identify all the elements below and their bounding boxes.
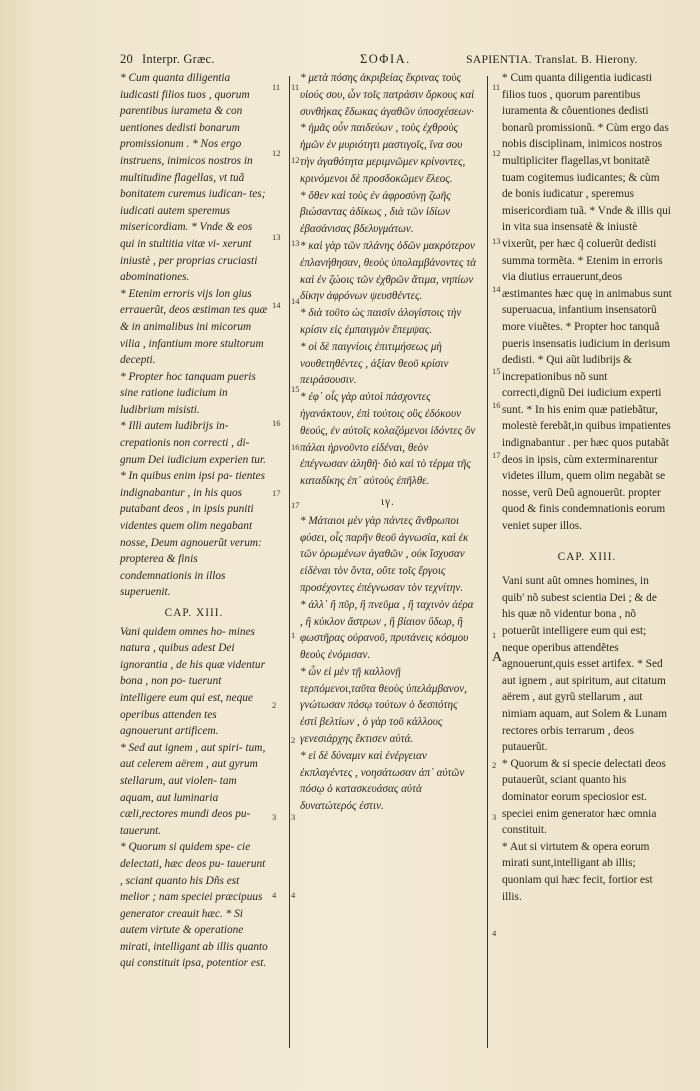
text-paragraph: * ἐφ᾽ οἷς γὰρ αὐτοὶ πάσχοντες ἠγανάκτουν, ἐπὶ τούτοις οὓς ἐδόκουν θεούς, ἐν αὐτοῖς κολαζόμενοι ἰδόντες ὃν πάλαι ἠρνοῦντο εἰδέναι, θεὸν ἐπέγνωσαν ἀληθῆ· διὸ καὶ τὸ τέρμα τῆς καταδίκης ἐπ᾽ αὐτοὺς ἐπῆλθε. [300,391,476,488]
text-paragraph: * ὧν εἰ μὲν τῇ καλλονῇ τερπόμενοι,ταῦτα θεοὺς ὑπελάμβανον, γνώτωσαν πόσῳ τούτων ὁ δεσπότης ἐστὶ βελτίων , ὁ γὰρ τοῦ κάλλους γενεσιάρχης ἔκτισεν αὐτά. [300,665,467,746]
verse-number: 2 [492,760,497,770]
chapter-heading: CAP. XIII. [557,550,617,563]
text-paragraph: * Illi autem ludibrijs in- crepationis non correcti , di- gnum Dei iudicium experien tur. [120,420,266,466]
verse-number: 13 [492,236,501,246]
verse-number: 2 [272,700,277,710]
verse-number: 4 [492,928,497,938]
column-rule-left [289,76,290,1048]
text-paragraph: * In quibus enim ipsi pa- tientes indignabantur , in his quos putabant deos , in ipsis puniti videntes quem olim negabant nosse, Deum agnouerũt verum: propterea & finis condemnationis in illos superuenit. [120,470,265,599]
verse-number: 12 [291,155,300,165]
verse-number: 14 [291,296,300,306]
text-paragraph: * Cum quanta diligentia iudicasti filios tuos , quorum parentibus iurameta & con uentiones dedisti bonarum promissionum . * Nos ergo instruens, inimicos nostros in multitudine flagellas, vt tuã bonitatem curemus iudican- tes; iudicati autem speremus misericordiam. * Vnde & eos qui in stultitia vitæ vi- xerunt iniustè , per proprias cruciasti abominationes. [120,72,266,284]
text-paragraph: * Aut si virtutem & opera eorum mirati sunt,intelligant ab illis; quoniam qui hæc fecit, fortior est illis. [502,840,653,903]
text-paragraph: * Etenim erroris vijs lon gius errauerũt, deos æstiman tes quæ & in animalibus ini micorum vilia , infantium more stultorum decepti. [120,287,268,367]
verse-number: 3 [291,812,296,822]
verse-number: 11 [492,82,501,92]
verse-number: 4 [291,890,296,900]
text-paragraph: * εἰ δὲ δύναμιν καὶ ἐνέργειαν ἐκπλαγέντες , νοησάτωσαν ἀπ᾽ αὐτῶν πόσῳ ὁ κατασκευάσας αὐτὰ δυνατώτερός ἐστιν. [300,749,465,813]
verse-number: 1 [492,630,497,640]
column-rule-right [487,76,488,1048]
greek-text-column [300,70,476,815]
text-paragraph: * Quorum & si specie delectati deos putauerũt, sciant quanto his dominator eorum speciosior est. speciei enim generator hæc omnia constituit. [502,757,666,837]
verse-number: 3 [272,812,277,822]
verse-number: 1 [291,630,296,640]
verse-number: 3 [492,812,497,822]
chapter-heading: CAP. XIII. [164,607,224,619]
text-paragraph: * Quorum si quidem spe- cie delectati, hæc deos pu- tauerunt , sciant quanto his Dñs est melior ; nam speciei præcipuus generator creauit hæc. * Si autem virtute & operatione mirati, intelligant ab illis quanto qui constituit ipsa, potentior est. [120,841,268,970]
verse-number: 16 [291,442,300,452]
verse-number: 2 [291,735,296,745]
left-column-title: Interpr. Græc. [142,52,215,66]
text-paragraph: * Propter hoc tanquam pueris sine ratione iudicium in ludibrium misisti. [120,370,256,416]
verse-number: 12 [492,148,501,158]
verse-number: 4 [272,890,277,900]
text-paragraph: * ὅθεν καὶ τοὺς ἐν ἀφροσύνῃ ζωῆς βιώσαντας ἀδίκως , διὰ τῶν ἰδίων ἐβασάνισας βδελυγμάτων. [300,189,451,236]
latin-interpretation-column [120,70,268,972]
text-paragraph: * Μάταιοι μὲν γὰρ πάντες ἄνθρωποι φύσει, οἷς παρῆν θεοῦ ἀγνωσία, καὶ ἐκ τῶν ὁρωμένων ἀγαθῶν , οὐκ ἴσχυσαν εἰδέναι τὸν ὄντα, οὔτε τοῖς ἔργοις προσέχοντες ἐπέγνωσαν τὸν τεχνίτην. [300,514,469,594]
text-paragraph: * Sed aut ignem , aut spiri- tum, aut celerem aërem , aut gyrum stellarum, aut violen- tam aquam, aut luminaria cæli,rectores mundi deos pu- tauerunt. [120,741,266,837]
verse-number: 12 [272,148,281,158]
right-column-title: SAPIENTIA. Translat. B. Hierony. [466,52,638,66]
text-paragraph: Vani quidem omnes ho- mines natura , quibus adest Dei ignorantia , de his quæ videntur bona , non po- tuerunt intelligere eum qui est, neque operibus attenden tes agnouerunt artificem. [120,625,265,738]
center-column-title: ΣΟΦΙΑ. [360,52,411,66]
verse-number: 14 [272,300,281,310]
verse-number: 17 [492,450,501,460]
text-paragraph: Vani sunt aũt omnes homines, in quib' nõ subest scientia Dei ; & de his quæ nõ videntur bona , nõ potuerũt intelligere eum qui est; neque operibus attendẽtes agnouerunt,quis esset artifex. * Sed aut ignem , aut spiritum, aut citatum aërem , aut gyrũ stellarum , aut nimiam aquam, aut Solem & Lunam rectores orbis terrarum , deos putauerũt. [502,575,668,754]
verse-number: 17 [291,500,300,510]
verse-number: 13 [291,238,300,248]
verse-number: 17 [272,488,281,498]
margin-letter: A [492,650,503,665]
text-paragraph: * ἀλλ᾽ ἢ πῦρ, ἢ πνεῦμα , ἢ ταχινὸν ἀέρα , ἢ κύκλον ἄστρων , ἢ βίαιον ὕδωρ, ἢ φωστῆρας οὐρανοῦ, πρυτάνεις κόσμου θεοὺς ἐνόμισαν. [300,598,474,662]
text-paragraph: * ἡμᾶς οὖν παιδεύων , τοὺς ἐχθροὺς ἡμῶν ἐν μυριότητι μαστιγοῖς, ἵνα σου τὴν ἀγαθότητα μεριμνῶμεν κρίνοντες, κρινόμενοι δὲ προσδοκῶμεν ἔλεος. [300,122,466,185]
verse-number: 14 [492,284,501,294]
verse-number: 11 [291,82,300,92]
verse-number: 15 [492,366,501,376]
verse-number: 11 [272,82,281,92]
text-paragraph: * Cum quanta diligentia iudicasti filios tuos , quorum parentibus iuramenta & cõuentiones dedisti bonarũ promissionũ. * Cùm ergo das nobis disciplinam, inimicos nostros multipliciter flagellas,vt bonitatẽ tuam cogitemus iudicantes; & cùm de bonis iudicatur , speremus misericordiam tuã. * Vnde & illis qui in vita sua insensatè & iniustè vixerũt, per hæc q̃ coluerũt dedisti summa tormẽta. * Etenim in erroris via diutius errauerunt,deos æstimantes hæc quę in animabus sunt superuacua, infantium insensatorũ more viuẽtes. * Propter hoc tanquã pueris insensatis iudicium in derisum dedisti. * Qui aũt ludibrijs & increpationibus nõ sunt correcti,dignũ Dei iudicium experti sunt. * In his enim quæ patiebãtur, molestè ferebãt,in quibus impatientes indignabantur . per hæc quos putabãt deos in ipsis, cùm exterminarentur videtes illum, quem olim negabãt se nosse, verũ Deũ agnouerũt. propter quod & finis condemnationis eorum veniet super illos. [502,72,672,533]
text-paragraph: * καὶ γὰρ τῶν πλάνης ὁδῶν μακρότερον ἐπλανήθησαν, θεοὺς ὑπολαμβάνοντες τὰ καὶ ἐν ζώοις τῶν ἐχθρῶν ἄτιμα, νηπίων δίκην ἀφρόνων ψευσθέντες. [300,239,476,303]
page-number: 20 [120,52,133,66]
vulgate-text-column [502,70,672,905]
verse-number: 13 [272,232,281,242]
chapter-heading: ιγ. [381,495,395,508]
verse-number: 16 [492,400,501,410]
verse-number: 16 [272,418,281,428]
verse-number: 15 [291,384,300,394]
text-paragraph: * οἱ δὲ παιγνίοις ἐπιτιμήσεως μὴ νουθετηθέντες , ἀξίαν θεοῦ κρίσιν πειράσουσιν. [300,340,449,387]
text-paragraph: * διὰ τοῦτο ὡς παισὶν ἀλογίστοις τὴν κρίσιν εἰς ἐμπαιγμὸν ἔπεμψας. [300,307,462,336]
text-paragraph: * μετὰ πόσης ἀκριβείας ἔκρινας τοὺς υἱούς σου, ὧν τοῖς πατράσιν ὅρκους καὶ συνθήκας ἔδωκας ἀγαθῶν ὑποσχέσεων· [300,72,475,118]
